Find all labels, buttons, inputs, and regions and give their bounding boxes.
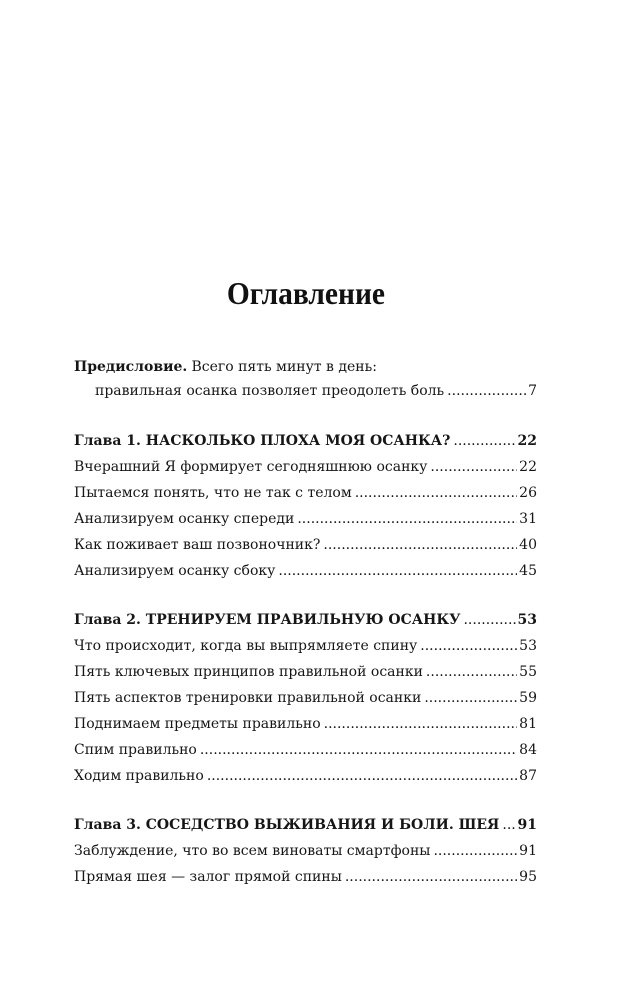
toc-entry-title: Пять ключевых принципов правильной осанки [74, 664, 423, 680]
dot-leader [297, 506, 517, 532]
toc-entry-title: Что происходит, когда вы выпрямляете спину [74, 638, 418, 654]
dot-leader [502, 812, 515, 838]
dot-leader [463, 607, 515, 633]
toc-page-number: 7 [528, 383, 537, 399]
toc-section-row [74, 838, 537, 864]
toc-chapter-heading [74, 607, 537, 633]
toc-section-row [74, 659, 537, 685]
toc-section-row [74, 633, 537, 659]
dot-leader [433, 838, 517, 864]
toc-section-row [74, 480, 537, 506]
toc-entry-title: Заблуждение, что во всем виноваты смартфоны [74, 843, 431, 859]
toc-section-row [74, 685, 537, 711]
toc-page-number: 95 [519, 869, 537, 885]
toc-entry-title: Поднимаем предметы правильно [74, 716, 321, 732]
dot-leader [278, 558, 517, 584]
toc-entry-title: Спим правильно [74, 742, 197, 758]
preface-title-line-2: правильная осанка позволяет преодолеть боль [95, 383, 445, 399]
toc-page-number: 53 [519, 638, 537, 654]
page-title [74, 271, 537, 315]
toc-section-row [74, 454, 537, 480]
toc-entry-title: Как поживает ваш позвоночник? [74, 537, 321, 553]
toc-page-number: 87 [519, 768, 537, 784]
toc-chapter-1 [74, 428, 537, 584]
toc-page-number: 81 [519, 716, 537, 732]
dot-leader [430, 454, 517, 480]
toc-page-number: 59 [519, 690, 537, 706]
toc-page-number: 22 [517, 433, 537, 449]
toc-entry-title: Пытаемся понять, что не так с телом [74, 485, 352, 501]
dot-leader [200, 737, 517, 763]
toc-page-number: 91 [519, 843, 537, 859]
toc-page-number: 22 [519, 459, 537, 475]
toc-page-number: 31 [519, 511, 537, 527]
toc-section-row [74, 506, 537, 532]
toc-entry-title: Анализируем осанку сбоку [74, 563, 276, 579]
toc-entry-title: Анализируем осанку спереди [74, 511, 295, 527]
toc-section-row [74, 763, 537, 789]
toc-chapter-heading [74, 428, 537, 454]
toc-entry-title: Пять аспектов тренировки правильной осанки [74, 690, 422, 706]
toc-chapter-2 [74, 607, 537, 789]
dot-leader [207, 763, 517, 789]
toc-preface [74, 355, 537, 403]
toc-page-number: 45 [519, 563, 537, 579]
dot-leader [323, 532, 517, 558]
dot-leader [355, 480, 517, 506]
toc-section-row [74, 864, 537, 890]
toc-section-row [74, 737, 537, 763]
dot-leader [324, 711, 518, 737]
toc-entry-title: Ходим правильно [74, 768, 204, 784]
toc-page-number: 55 [519, 664, 537, 680]
toc-entry-title: Глава 1. НАСКОЛЬКО ПЛОХА МОЯ ОСАНКА? [74, 433, 451, 449]
toc-preface-line-1 [74, 355, 537, 379]
toc-section-row [74, 532, 537, 558]
dot-leader [453, 428, 515, 454]
dot-leader [424, 685, 517, 711]
dot-leader [345, 864, 517, 890]
preface-label: Предисловие. [74, 359, 188, 375]
table-of-contents [74, 355, 537, 890]
dot-leader [420, 633, 517, 659]
page-title-text: Оглавление [226, 275, 385, 311]
toc-chapter-heading [74, 812, 537, 838]
toc-preface-line-2 [74, 379, 537, 403]
toc-chapter-3 [74, 812, 537, 890]
toc-entry-title: Глава 3. СОСЕДСТВО ВЫЖИВАНИЯ И БОЛИ. ШЕЯ [74, 817, 500, 833]
toc-page-number: 53 [517, 612, 537, 628]
toc-section-row [74, 711, 537, 737]
dot-leader [447, 379, 526, 403]
toc-entry-title: Прямая шея — залог прямой спины [74, 869, 342, 885]
toc-entry-title: Вчерашний Я формирует сегодняшнюю осанку [74, 459, 428, 475]
toc-section-row [74, 558, 537, 584]
toc-page-number: 40 [519, 537, 537, 553]
dot-leader [426, 659, 517, 685]
toc-page-number: 26 [519, 485, 537, 501]
toc-entry-title: Глава 2. ТРЕНИРУЕМ ПРАВИЛЬНУЮ ОСАНКУ [74, 612, 461, 628]
preface-title-line-1: Всего пять минут в день: [191, 359, 377, 375]
toc-page-number: 84 [519, 742, 537, 758]
toc-page-number: 91 [517, 817, 537, 833]
